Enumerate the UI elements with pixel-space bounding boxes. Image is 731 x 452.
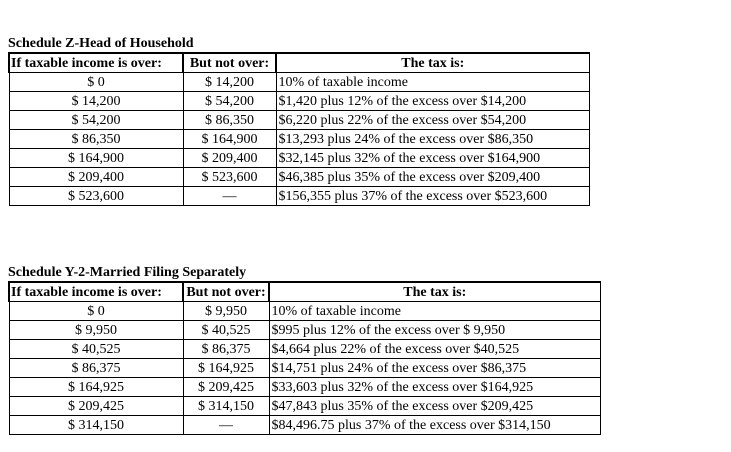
income-over-cell: $ 0	[9, 302, 183, 321]
schedule-z-table	[8, 52, 590, 206]
schedule-y2-table	[8, 281, 601, 435]
tax-formula-cell: $32,145 plus 32% of the excess over $164,900	[276, 149, 589, 168]
income-over-cell: $ 164,925	[9, 378, 183, 397]
income-over-cell: $ 523,600	[9, 187, 183, 206]
income-not-over-cell: $ 164,925	[183, 359, 269, 378]
income-over-cell: $ 54,200	[9, 111, 183, 130]
table-row	[9, 168, 589, 187]
income-over-cell: $ 314,150	[9, 416, 183, 435]
income-not-over-cell: $ 523,600	[183, 168, 276, 187]
schedule-z-title: Schedule Z-Head of Household	[8, 36, 194, 51]
tax-formula-cell: $14,751 plus 24% of the excess over $86,375	[269, 359, 600, 378]
table-row	[9, 187, 589, 206]
table-row	[9, 340, 600, 359]
income-not-over-cell: $ 54,200	[183, 92, 276, 111]
tax-formula-cell: $33,603 plus 32% of the excess over $164,925	[269, 378, 600, 397]
schedule-z-rows	[9, 73, 589, 206]
tax-formula-cell: $4,664 plus 22% of the excess over $40,525	[269, 340, 600, 359]
table-row	[9, 111, 589, 130]
col-over-header: If taxable income is over:	[9, 282, 183, 302]
tax-formula-cell: $995 plus 12% of the excess over $ 9,950	[269, 321, 600, 340]
table-row	[9, 149, 589, 168]
income-not-over-cell: $ 86,375	[183, 340, 269, 359]
table-header-row	[9, 282, 600, 302]
col-not-over-header: But not over:	[183, 53, 276, 73]
table-row	[9, 302, 600, 321]
income-over-cell: $ 86,350	[9, 130, 183, 149]
schedule-y2-title: Schedule Y-2-Married Filing Separately	[8, 265, 247, 280]
income-not-over-cell: $ 209,400	[183, 149, 276, 168]
col-tax-header: The tax is:	[269, 282, 600, 302]
income-not-over-cell: $ 14,200	[183, 73, 276, 92]
table-row	[9, 416, 600, 435]
col-tax-header: The tax is:	[276, 53, 589, 73]
income-over-cell: $ 40,525	[9, 340, 183, 359]
col-not-over-header: But not over:	[183, 282, 269, 302]
tax-formula-cell: $46,385 plus 35% of the excess over $209,400	[276, 168, 589, 187]
table-row	[9, 73, 589, 92]
income-over-cell: $ 164,900	[9, 149, 183, 168]
table-row	[9, 359, 600, 378]
table-row	[9, 378, 600, 397]
table-header-row	[9, 53, 589, 73]
tax-formula-cell: $13,293 plus 24% of the excess over $86,350	[276, 130, 589, 149]
income-not-over-cell: $ 209,425	[183, 378, 269, 397]
income-not-over-cell: $ 164,900	[183, 130, 276, 149]
table-row	[9, 321, 600, 340]
table-row	[9, 130, 589, 149]
schedule-y2	[8, 265, 601, 435]
tax-formula-cell: $1,420 plus 12% of the excess over $14,200	[276, 92, 589, 111]
income-not-over-cell: $ 314,150	[183, 397, 269, 416]
income-not-over-cell: —	[183, 187, 276, 206]
tax-formula-cell: $6,220 plus 22% of the excess over $54,200	[276, 111, 589, 130]
income-over-cell: $ 0	[9, 73, 183, 92]
income-over-cell: $ 14,200	[9, 92, 183, 111]
tax-formula-cell: 10% of taxable income	[276, 73, 589, 92]
col-over-header: If taxable income is over:	[9, 53, 183, 73]
table-row	[9, 92, 589, 111]
tax-formula-cell: 10% of taxable income	[269, 302, 600, 321]
tax-formula-cell: $156,355 plus 37% of the excess over $523,600	[276, 187, 589, 206]
table-row	[9, 397, 600, 416]
tax-formula-cell: $47,843 plus 35% of the excess over $209,425	[269, 397, 600, 416]
schedule-z	[8, 36, 590, 206]
income-over-cell: $ 209,425	[9, 397, 183, 416]
tax-formula-cell: $84,496.75 plus 37% of the excess over $314,150	[269, 416, 600, 435]
income-over-cell: $ 209,400	[9, 168, 183, 187]
income-not-over-cell: $ 86,350	[183, 111, 276, 130]
schedule-y2-rows	[9, 302, 600, 435]
income-not-over-cell: —	[183, 416, 269, 435]
income-over-cell: $ 9,950	[9, 321, 183, 340]
income-not-over-cell: $ 9,950	[183, 302, 269, 321]
income-not-over-cell: $ 40,525	[183, 321, 269, 340]
income-over-cell: $ 86,375	[9, 359, 183, 378]
